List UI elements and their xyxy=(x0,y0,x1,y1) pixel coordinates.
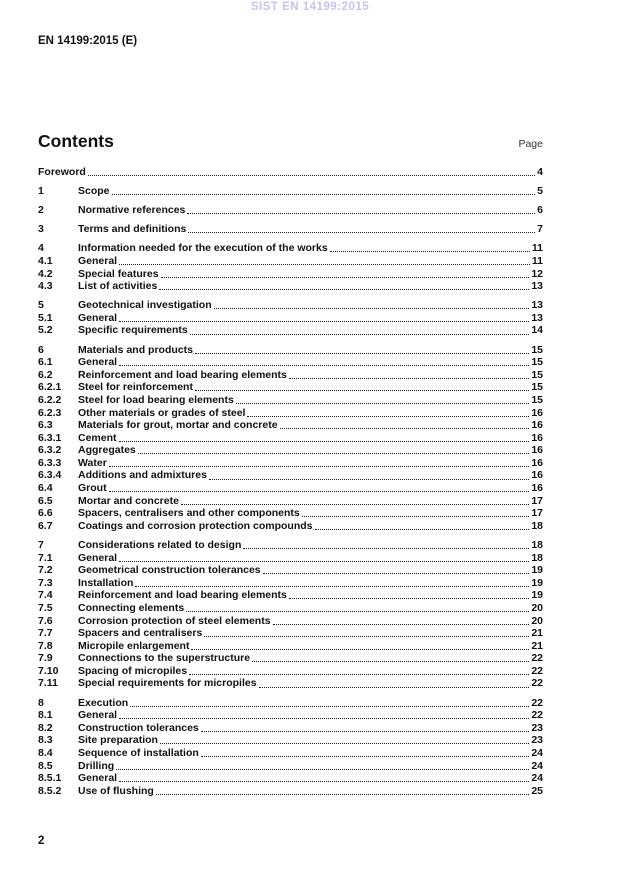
footer-page-number: 2 xyxy=(38,835,45,847)
toc-entry-page: 24 xyxy=(531,772,543,785)
toc-entry-number: 6.2.2 xyxy=(38,393,62,406)
toc-entry xyxy=(38,204,543,217)
toc-entry xyxy=(38,457,543,470)
toc-entry-title: General xyxy=(78,356,118,369)
toc-entry-page: 7 xyxy=(537,223,543,236)
toc-entry-page: 22 xyxy=(531,709,543,722)
toc-dotted-leader xyxy=(130,706,529,707)
toc-entry-title: Connections to the superstructure xyxy=(78,652,251,665)
toc-entry-number: 5.2 xyxy=(38,324,53,337)
toc-entry-number: 6.2.3 xyxy=(38,406,62,419)
toc-entry-page: 13 xyxy=(531,280,543,293)
toc-entry-number: 7.3 xyxy=(38,576,53,589)
toc-dotted-leader xyxy=(161,277,530,278)
toc-entry-page: 15 xyxy=(531,356,543,369)
toc-entry-title: Information needed for the execution of the works xyxy=(78,242,328,255)
toc-entry-page: 22 xyxy=(531,652,543,665)
toc-entry-title: Corrosion protection of steel elements xyxy=(78,614,271,627)
toc-entry-page: 18 xyxy=(531,519,543,532)
toc-dotted-leader xyxy=(204,636,529,637)
toc-dotted-leader xyxy=(302,516,530,517)
toc-entry xyxy=(38,324,543,337)
toc-entry-title: Special requirements for micropiles xyxy=(78,677,257,690)
toc-entry-page: 18 xyxy=(531,551,543,564)
toc-dotted-leader xyxy=(289,378,529,379)
toc-entry-title: Reinforcement and load bearing elements xyxy=(78,589,287,602)
toc-entry-page: 22 xyxy=(531,677,543,690)
toc-dotted-leader xyxy=(252,661,529,662)
toc-entry-number: 6.6 xyxy=(38,507,53,520)
toc-entry-number: 8.2 xyxy=(38,721,53,734)
toc-entry xyxy=(38,299,543,312)
toc-group xyxy=(38,299,543,337)
toc-entry-page: 13 xyxy=(531,299,543,312)
toc-entry-title: Spacers and centralisers xyxy=(78,627,203,640)
toc-entry xyxy=(38,482,543,495)
toc-entry xyxy=(38,709,543,722)
toc-entry-page: 11 xyxy=(531,254,543,267)
toc-entry xyxy=(38,407,543,420)
toc-entry-page: 25 xyxy=(531,784,543,797)
toc-entry-title: Materials for grout, mortar and concrete xyxy=(78,419,278,432)
toc-entry-page: 15 xyxy=(531,381,543,394)
toc-entry xyxy=(38,734,543,747)
toc-entry-title: Terms and definitions xyxy=(78,223,187,236)
toc-dotted-leader xyxy=(119,321,529,322)
toc-group xyxy=(38,166,543,179)
toc-entry-title: Specific requirements xyxy=(78,324,188,337)
toc-entry-page: 16 xyxy=(531,456,543,469)
toc-dotted-leader xyxy=(109,491,530,492)
toc-entry-number: 4 xyxy=(38,242,44,255)
toc-entry-title: General xyxy=(78,709,118,722)
toc-entry-number: 7.8 xyxy=(38,639,53,652)
toc-entry-page: 19 xyxy=(531,589,543,602)
toc-entry xyxy=(38,444,543,457)
toc-entry-page: 20 xyxy=(531,614,543,627)
toc-entry-page: 5 xyxy=(537,185,543,198)
toc-entry xyxy=(38,432,543,445)
toc-entry-title: Site preparation xyxy=(78,734,158,747)
toc-entry-number: 7.7 xyxy=(38,627,53,640)
toc-entry-page: 15 xyxy=(531,393,543,406)
toc-dotted-leader xyxy=(88,175,535,176)
toc-entry xyxy=(38,615,543,628)
toc-entry-number: 8.4 xyxy=(38,746,53,759)
toc-entry-number: 1 xyxy=(38,185,44,198)
toc-entry xyxy=(38,577,543,590)
toc-entry-number: 7.11 xyxy=(38,677,58,690)
toc-entry-page: 21 xyxy=(531,639,543,652)
toc-entry-number: 8.5.1 xyxy=(38,772,62,785)
toc-entry-number: 8.3 xyxy=(38,734,53,747)
toc-entry-number: 6.1 xyxy=(38,356,53,369)
toc-entry xyxy=(38,268,543,281)
toc-dotted-leader xyxy=(243,548,529,549)
toc-dotted-leader xyxy=(259,687,530,688)
toc-dotted-leader xyxy=(116,769,529,770)
toc-entry-title: Mortar and concrete xyxy=(78,494,179,507)
toc-entry-number: 7.9 xyxy=(38,652,53,665)
toc-entry-title: Drilling xyxy=(78,759,115,772)
toc-entry-page: 22 xyxy=(531,696,543,709)
toc-entry xyxy=(38,356,543,369)
toc-entry xyxy=(38,747,543,760)
toc-dotted-leader xyxy=(330,251,530,252)
toc-entry-title: Execution xyxy=(78,696,129,709)
page-column-label: Page xyxy=(518,138,543,150)
toc-entry-number: 8.1 xyxy=(38,709,53,722)
toc-entry xyxy=(38,697,543,710)
toc-entry-title: General xyxy=(78,311,118,324)
toc-entry xyxy=(38,564,543,577)
toc-group xyxy=(38,223,543,236)
toc-entry-number: 7.2 xyxy=(38,564,53,577)
toc-entry-number: 6.5 xyxy=(38,494,53,507)
toc-entry-title: Sequence of installation xyxy=(78,746,199,759)
toc-entry-number: 7 xyxy=(38,538,44,551)
toc-entry-title: Reinforcement and load bearing elements xyxy=(78,368,287,381)
toc-entry xyxy=(38,552,543,565)
toc-entry-page: 20 xyxy=(531,601,543,614)
toc-entry-page: 15 xyxy=(531,343,543,356)
toc-entry xyxy=(38,166,543,179)
toc-entry-page: 22 xyxy=(531,664,543,677)
toc-entry xyxy=(38,185,543,198)
toc-entry xyxy=(38,280,543,293)
toc-entry-title: Scope xyxy=(78,185,110,198)
toc-entry-title: Additions and admixtures xyxy=(78,469,207,482)
toc-entry-number: 3 xyxy=(38,223,44,236)
toc-entry-number: 2 xyxy=(38,204,44,217)
toc-entry-page: 16 xyxy=(531,444,543,457)
toc-entry-number: 6.2.1 xyxy=(38,381,62,394)
toc-entry-number: 6.2 xyxy=(38,368,53,381)
toc-entry-title: Foreword xyxy=(38,166,86,178)
toc-entry-number: 7.5 xyxy=(38,601,53,614)
toc-entry-page: 21 xyxy=(531,627,543,640)
toc-entry xyxy=(38,394,543,407)
toc-dotted-leader xyxy=(186,611,529,612)
toc-entry-page: 6 xyxy=(537,204,543,217)
toc-dotted-leader xyxy=(191,649,529,650)
toc-dotted-leader xyxy=(190,334,530,335)
toc-entry xyxy=(38,627,543,640)
toc-entry-page: 16 xyxy=(531,406,543,419)
toc-entry xyxy=(38,369,543,382)
toc-entry-title: Connecting elements xyxy=(78,601,185,614)
toc-entry-page: 24 xyxy=(531,746,543,759)
toc-entry-number: 6.3 xyxy=(38,419,53,432)
toc-entry-title: Water xyxy=(78,456,107,469)
toc-dotted-leader xyxy=(187,213,535,214)
toc-dotted-leader xyxy=(273,624,530,625)
toc xyxy=(38,166,543,797)
toc-entry-title: Cement xyxy=(78,431,117,444)
toc-entry-page: 18 xyxy=(531,538,543,551)
toc-entry-page: 13 xyxy=(531,311,543,324)
toc-entry xyxy=(38,520,543,533)
toc-entry-title: Installation xyxy=(78,576,134,589)
toc-entry xyxy=(38,602,543,615)
toc-entry-page: 23 xyxy=(531,734,543,747)
toc-entry xyxy=(38,772,543,785)
toc-entry-page: 16 xyxy=(531,419,543,432)
toc-group xyxy=(38,185,543,198)
toc-entry-number: 5 xyxy=(38,299,44,312)
toc-entry xyxy=(38,677,543,690)
toc-entry-number: 8.5.2 xyxy=(38,784,62,797)
toc-entry-number: 8.5 xyxy=(38,759,53,772)
toc-entry-number: 6.3.2 xyxy=(38,444,62,457)
toc-entry-title: Spacers, centralisers and other components xyxy=(78,507,300,520)
toc-dotted-leader xyxy=(209,479,529,480)
toc-entry-title: Micropile enlargement xyxy=(78,639,190,652)
toc-dotted-leader xyxy=(201,756,530,757)
toc-group xyxy=(38,242,543,292)
toc-entry-title: Materials and products xyxy=(78,343,193,356)
toc-entry-page: 12 xyxy=(531,267,543,280)
toc-dotted-leader xyxy=(119,781,529,782)
toc-entry-number: 4.1 xyxy=(38,254,53,267)
toc-entry-number: 4.3 xyxy=(38,280,53,293)
toc-entry-title: Other materials or grades of steel xyxy=(78,406,246,419)
toc-dotted-leader xyxy=(189,674,529,675)
toc-dotted-leader xyxy=(247,416,529,417)
toc-entry-number: 7.10 xyxy=(38,664,59,677)
toc-entry xyxy=(38,665,543,678)
toc-entry-title: Spacing of micropiles xyxy=(78,664,188,677)
toc-entry xyxy=(38,223,543,236)
toc-dotted-leader xyxy=(112,194,536,195)
toc-entry xyxy=(38,589,543,602)
toc-dotted-leader xyxy=(159,289,529,290)
toc-entry-title: General xyxy=(78,772,118,785)
toc-dotted-leader xyxy=(109,466,530,467)
toc-entry xyxy=(38,344,543,357)
toc-entry-title: Geotechnical investigation xyxy=(78,299,212,312)
toc-dotted-leader xyxy=(119,441,530,442)
toc-entry-page: 17 xyxy=(531,507,543,520)
toc-dotted-leader xyxy=(119,561,529,562)
toc-entry-title: Normative references xyxy=(78,204,186,217)
toc-entry-page: 23 xyxy=(531,721,543,734)
toc-entry-page: 16 xyxy=(531,482,543,495)
toc-entry-page: 19 xyxy=(531,576,543,589)
toc-dotted-leader xyxy=(138,453,530,454)
toc-entry xyxy=(38,507,543,520)
toc-entry xyxy=(38,652,543,665)
toc-group xyxy=(38,697,543,798)
toc-entry xyxy=(38,495,543,508)
toc-entry-title: Coatings and corrosion protection compounds xyxy=(78,519,313,532)
toc-entry xyxy=(38,640,543,653)
toc-dotted-leader xyxy=(119,718,529,719)
toc-entry-number: 6 xyxy=(38,343,44,356)
toc-dotted-leader xyxy=(195,390,529,391)
toc-group xyxy=(38,539,543,690)
toc-dotted-leader xyxy=(214,308,530,309)
toc-entry-title: General xyxy=(78,551,118,564)
toc-entry-number: 6.7 xyxy=(38,519,53,532)
toc-entry-title: Steel for load bearing elements xyxy=(78,393,234,406)
toc-entry-number: 6.3.4 xyxy=(38,469,62,482)
toc-entry-title: Special features xyxy=(78,267,159,280)
toc-dotted-leader xyxy=(289,598,529,599)
toc-entry xyxy=(38,469,543,482)
toc-dotted-leader xyxy=(119,365,529,366)
toc-entry-number: 6.3.1 xyxy=(38,431,62,444)
toc-dotted-leader xyxy=(315,529,530,530)
toc-entry xyxy=(38,255,543,268)
toc-dotted-leader xyxy=(236,403,530,404)
toc-dotted-leader xyxy=(156,794,529,795)
toc-entry xyxy=(38,722,543,735)
toc-dotted-leader xyxy=(195,353,529,354)
toc-dotted-leader xyxy=(160,743,529,744)
toc-entry xyxy=(38,419,543,432)
toc-entry-number: 4.2 xyxy=(38,267,53,280)
toc-entry-number: 7.6 xyxy=(38,614,53,627)
toc-entry-number: 6.3.3 xyxy=(38,456,62,469)
toc-entry-page: 19 xyxy=(531,564,543,577)
toc-entry-number: 7.1 xyxy=(38,551,53,564)
toc-group xyxy=(38,344,543,533)
toc-entry-page: 15 xyxy=(531,368,543,381)
toc-entry xyxy=(38,312,543,325)
toc-entry-page: 24 xyxy=(531,759,543,772)
toc-dotted-leader xyxy=(181,504,529,505)
toc-group xyxy=(38,204,543,217)
toc-entry-page: 14 xyxy=(531,324,543,337)
toc-entry xyxy=(38,381,543,394)
toc-entry-number: 7.4 xyxy=(38,589,53,602)
toc-entry-number: 5.1 xyxy=(38,311,53,324)
toc-dotted-leader xyxy=(119,264,530,265)
toc-entry-title: Construction tolerances xyxy=(78,721,199,734)
toc-dotted-leader xyxy=(188,232,535,233)
toc-dotted-leader xyxy=(135,586,529,587)
toc-entry-page: 4 xyxy=(537,166,543,178)
toc-entry-title: Geometrical construction tolerances xyxy=(78,564,261,577)
toc-entry-number: 6.4 xyxy=(38,482,53,495)
toc-entry xyxy=(38,760,543,773)
toc-entry-title: Grout xyxy=(78,482,107,495)
toc-entry-title: Steel for reinforcement xyxy=(78,381,193,394)
toc-entry-title: Aggregates xyxy=(78,444,136,457)
watermark-header: SIST EN 14199:2015 xyxy=(250,1,370,13)
toc-dotted-leader xyxy=(201,731,530,732)
toc-entry-title: Use of flushing xyxy=(78,784,154,797)
toc-entry-page: 11 xyxy=(531,242,543,255)
toc-entry-title: Considerations related to design xyxy=(78,538,242,551)
toc-entry-number: 8 xyxy=(38,696,44,709)
document-reference: EN 14199:2015 (E) xyxy=(38,35,138,47)
toc-entry-page: 16 xyxy=(531,469,543,482)
toc-entry-page: 17 xyxy=(531,494,543,507)
toc-entry-page: 16 xyxy=(531,431,543,444)
contents-header xyxy=(38,131,543,152)
toc-entry-title: General xyxy=(78,254,118,267)
toc-entry xyxy=(38,242,543,255)
toc-entry-title: List of activities xyxy=(78,280,158,293)
toc-entry xyxy=(38,785,543,798)
toc-dotted-leader xyxy=(263,573,530,574)
toc-entry xyxy=(38,539,543,552)
toc-dotted-leader xyxy=(280,428,530,429)
contents-heading: Contents xyxy=(38,131,114,151)
